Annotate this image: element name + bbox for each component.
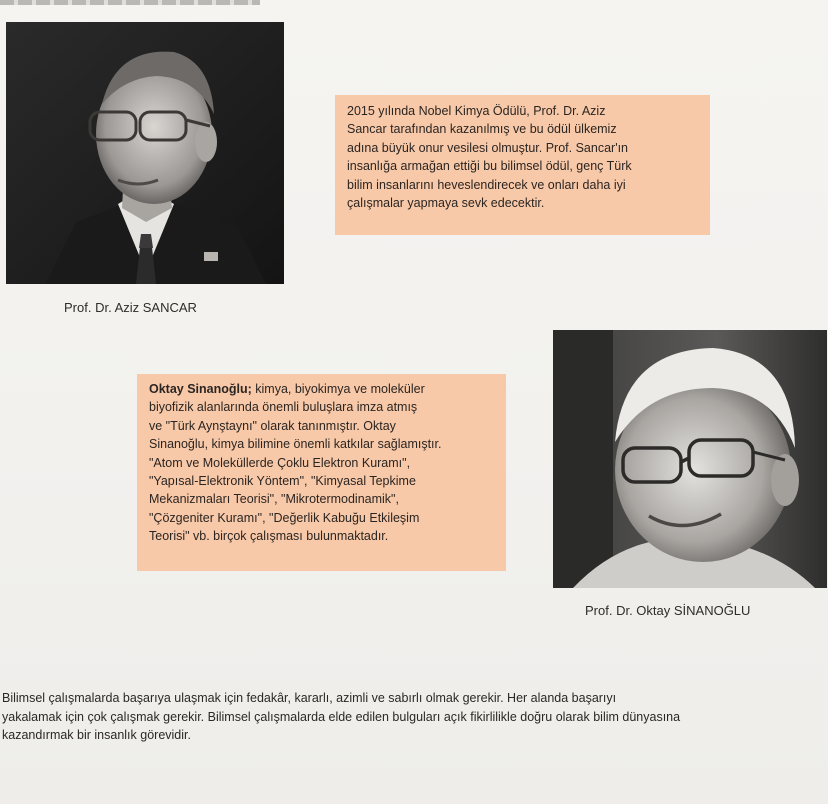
sancar-text-line: bilim insanlarını heveslendirecek ve onları daha iyi (347, 177, 626, 192)
aziz-sancar-portrait-image (6, 22, 284, 284)
sancar-text-line: 2015 yılında Nobel Kimya Ödülü, Prof. Dr. Aziz (347, 104, 606, 118)
sancar-text-line: Sancar tarafından kazanılmış ve bu ödül ülkemiz (347, 122, 617, 137)
sancar-text-line: adına büyük onur vesilesi olmuştur. Prof. Sancar'ın (347, 140, 629, 155)
closing-line: yakalamak için çok çalışmak gerekir. Bilimsel çalışmalarda elde edilen bulguları açık fikirlilikle doğru olarak bilim dünyasına (2, 709, 681, 724)
aziz-sancar-photo (6, 22, 284, 284)
sinanoglu-text-line: "Atom ve Moleküllerde Çoklu Elektron Kuramı", (149, 455, 411, 470)
sinanoglu-text-line: ve "Türk Aynştaynı" olarak tanınmıştır. Oktay (149, 418, 396, 433)
sinanoglu-text-line: Mekanizmaları Teorisi", "Mikrotermodinamik", (149, 492, 399, 507)
oktay-sinanoglu-caption: Prof. Dr. Oktay SİNANOĞLU (585, 603, 751, 618)
oktay-sinanoglu-portrait-image (553, 330, 827, 588)
sinanoglu-first-line (149, 380, 494, 398)
aziz-sancar-caption: Prof. Dr. Aziz SANCAR (64, 300, 197, 315)
sinanoglu-text-line: "Çözgeniter Kuramı", "Değerlik Kabuğu Etkileşim (149, 510, 420, 525)
oktay-sinanoglu-photo (553, 330, 827, 588)
sinanoglu-text-line: biyofizik alanlarında önemli buluşlara imza atmış (149, 400, 418, 415)
cut-off-header-text (0, 0, 260, 5)
closing-line: kazandırmak bir insanlık görevidir. (2, 728, 191, 743)
oktay-sinanoglu-info-box (137, 374, 506, 571)
aziz-sancar-info-box (335, 95, 710, 235)
sinanoglu-text-line: Sinanoğlu, kimya bilimine önemli katkılar sağlamıştır. (149, 437, 442, 452)
closing-paragraph (2, 689, 820, 745)
sinanoglu-name-lead: Oktay Sinanoğlu; (149, 382, 252, 396)
sinanoglu-text-line: "Yapısal-Elektronik Yöntem", "Kimyasal Tepkime (149, 474, 416, 489)
sancar-text-line: insanlığa armağan ettiği bu bilimsel ödül, genç Türk (347, 159, 632, 174)
sinanoglu-text-line: Teorisi" vb. birçok çalışması bulunmaktadır. (149, 529, 389, 544)
sancar-text-line: çalışmalar yapmaya sevk edecektir. (347, 196, 545, 211)
closing-line: Bilimsel çalışmalarda başarıya ulaşmak için fedakâr, kararlı, azimli ve sabırlı olmak gerekir. Her alanda başarıyı (2, 691, 617, 705)
sinanoglu-first-line-rest: kimya, biyokimya ve moleküler (251, 382, 425, 396)
